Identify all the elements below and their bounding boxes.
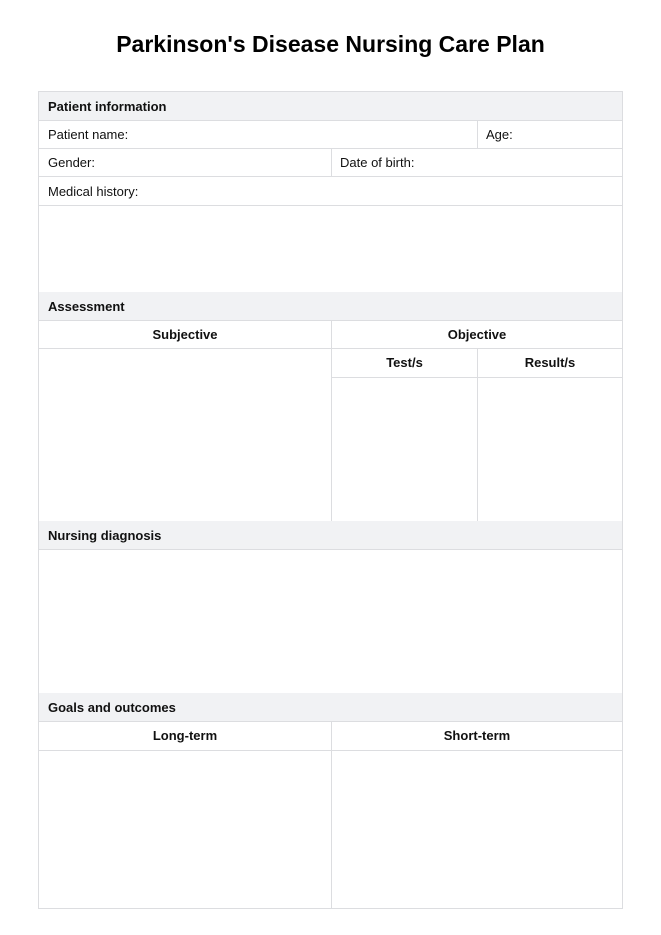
results-label: Result/s xyxy=(524,355,576,370)
short-term-label: Short-term xyxy=(443,728,511,743)
divider xyxy=(331,149,332,176)
patient-info-label: Patient information xyxy=(48,99,167,114)
tests-label: Test/s xyxy=(386,355,423,370)
age-field[interactable]: Age: xyxy=(486,127,513,142)
gender-row xyxy=(39,149,622,177)
objective-label: Objective xyxy=(447,327,507,342)
patient-name-row xyxy=(39,121,622,149)
medical-history-area[interactable] xyxy=(39,206,622,292)
goals-header xyxy=(39,693,622,722)
divider xyxy=(477,121,478,148)
gender-field[interactable]: Gender: xyxy=(48,155,95,170)
assessment-label: Assessment xyxy=(48,299,125,314)
subjective-area[interactable] xyxy=(39,349,331,521)
results-area[interactable] xyxy=(478,378,622,521)
subjective-label: Subjective xyxy=(152,327,218,342)
nursing-diagnosis-header xyxy=(39,521,622,550)
tests-area[interactable] xyxy=(332,378,477,521)
short-term-area[interactable] xyxy=(332,751,622,908)
date-of-birth-field[interactable]: Date of birth: xyxy=(340,155,415,170)
medical-history-field[interactable]: Medical history: xyxy=(48,184,139,199)
page-title: Parkinson's Disease Nursing Care Plan xyxy=(116,31,545,57)
goals-label: Goals and outcomes xyxy=(48,700,176,715)
assessment-header xyxy=(39,292,622,321)
patient-name-field[interactable]: Patient name: xyxy=(48,127,129,142)
medical-history-row xyxy=(39,177,622,206)
nursing-diagnosis-label: Nursing diagnosis xyxy=(48,528,162,543)
long-term-label: Long-term xyxy=(152,728,218,743)
patient-info-header xyxy=(39,92,622,121)
long-term-area[interactable] xyxy=(39,751,331,908)
nursing-diagnosis-area[interactable] xyxy=(39,550,622,693)
care-plan-form xyxy=(38,91,623,909)
